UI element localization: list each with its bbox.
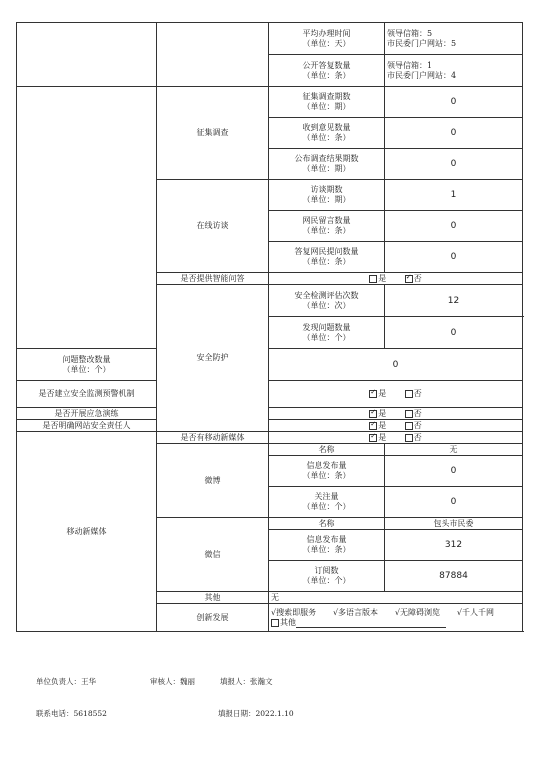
interview-row-value: 0 xyxy=(385,242,523,273)
security-row-label: 安全检测评估次数 （单位：次） xyxy=(269,285,385,317)
survey-row-value: 0 xyxy=(385,87,523,118)
mobile-has-label: 是否有移动新媒体 xyxy=(157,432,269,444)
avg-time-value: 领导信箱：5 市民委门户网站：5 xyxy=(385,23,523,55)
wechat-name-label: 名称 xyxy=(269,518,385,530)
survey-label: 征集调查 xyxy=(157,87,269,180)
footer-filler: 填报人：张瀚文 xyxy=(220,677,273,686)
public-reply-label: 公开答复数量 （单位：条） xyxy=(269,55,385,87)
innovation-item: √多语言版本 xyxy=(332,607,379,617)
checkbox-icon[interactable] xyxy=(405,434,413,442)
innovation-label: 创新发展 xyxy=(157,604,269,632)
mobile-label: 移动新媒体 xyxy=(17,432,157,632)
weibo-follow-value: 0 xyxy=(385,487,523,518)
checkbox-icon[interactable] xyxy=(405,390,413,398)
innovation-other-line xyxy=(296,620,446,628)
survey-row-label: 征集调查期数 （单位：期） xyxy=(269,87,385,118)
category-cell-blank xyxy=(17,23,157,87)
avg-time-label: 平均办理时间 （单位：天） xyxy=(269,23,385,55)
footer-date: 填报日期：2022.1.10 xyxy=(218,709,294,718)
weibo-label: 微博 xyxy=(157,444,269,518)
report-table xyxy=(16,22,523,632)
weibo-pub-label: 信息发布量 （单位：条） xyxy=(269,456,385,487)
public-reply-value: 领导信箱：1 市民委门户网站：4 xyxy=(385,55,523,87)
wechat-pub-value: 312 xyxy=(385,530,523,561)
footer-principal: 单位负责人：王华 xyxy=(36,677,96,686)
weibo-name-value: 无 xyxy=(385,444,523,456)
security-check-options: ✓ 是 否 xyxy=(269,408,523,420)
mobile-other-value: 无 xyxy=(269,592,523,604)
wechat-sub-value: 87884 xyxy=(385,561,523,592)
wechat-name-value: 包头市民委 xyxy=(385,518,523,530)
interview-row-label: 访谈期数 （单位：期） xyxy=(269,180,385,211)
survey-row-value: 0 xyxy=(385,149,523,180)
security-check-label: 是否建立安全监测预警机制 xyxy=(17,381,157,408)
innovation-other-label: 其他 xyxy=(280,617,296,627)
checkbox-icon[interactable] xyxy=(405,422,413,430)
wechat-sub-label: 订阅数 （单位：个） xyxy=(269,561,385,592)
security-row-value: 0 xyxy=(385,317,523,349)
footer-phone: 联系电话：5618552 xyxy=(36,709,107,718)
checkbox-icon[interactable] xyxy=(369,275,377,283)
mobile-other-label: 其他 xyxy=(157,592,269,604)
smart-qa-options: 是 ✓ 否 xyxy=(269,273,523,285)
interaction-category-blank xyxy=(17,87,157,349)
security-row-label: 发现问题数量 （单位：个） xyxy=(269,317,385,349)
weibo-pub-value: 0 xyxy=(385,456,523,487)
checkbox-icon[interactable] xyxy=(405,410,413,418)
interview-row-value: 1 xyxy=(385,180,523,211)
security-row-label: 问题整改数量 （单位：个） xyxy=(17,349,157,381)
security-check-label: 是否明确网站安全责任人 xyxy=(17,420,157,432)
checkbox-checked-icon[interactable] xyxy=(369,434,377,442)
survey-row-label: 公布调查结果期数 （单位：期） xyxy=(269,149,385,180)
checkbox-icon[interactable] xyxy=(271,619,279,627)
innovation-options xyxy=(269,604,523,632)
security-check-options: ✓ 是 否 xyxy=(269,420,523,432)
wechat-label: 微信 xyxy=(157,518,269,592)
smart-qa-label: 是否提供智能问答 xyxy=(157,273,269,285)
mobile-has-options: ✓ 是 否 xyxy=(269,432,523,444)
checkbox-checked-icon[interactable] xyxy=(369,422,377,430)
checkbox-checked-icon[interactable] xyxy=(369,410,377,418)
interview-row-value: 0 xyxy=(385,211,523,242)
interview-row-label: 答复网民提问数量 （单位：条） xyxy=(269,242,385,273)
survey-row-label: 收到意见数量 （单位：条） xyxy=(269,118,385,149)
interview-row-label: 网民留言数量 （单位：条） xyxy=(269,211,385,242)
security-row-value: 12 xyxy=(385,285,523,317)
footer-reviewer: 审核人：魏丽 xyxy=(150,677,195,686)
checkbox-checked-icon[interactable] xyxy=(369,390,377,398)
security-check-options: ✓ 是 否 xyxy=(269,381,523,408)
innovation-item: √千人千网 xyxy=(456,607,494,617)
innovation-item: √无障碍浏览 xyxy=(394,607,441,617)
wechat-pub-label: 信息发布量 （单位：条） xyxy=(269,530,385,561)
weibo-name-label: 名称 xyxy=(269,444,385,456)
security-check-label: 是否开展应急演练 xyxy=(17,408,157,420)
innovation-item: √搜索即服务 xyxy=(271,607,317,617)
security-row-value: 0 xyxy=(269,349,523,381)
weibo-follow-label: 关注量 （单位：个） xyxy=(269,487,385,518)
checkbox-checked-icon[interactable] xyxy=(405,275,413,283)
interview-label: 在线访谈 xyxy=(157,180,269,273)
survey-row-value: 0 xyxy=(385,118,523,149)
security-label: 安全防护 xyxy=(157,285,269,432)
subcategory-cell-blank xyxy=(157,23,269,87)
